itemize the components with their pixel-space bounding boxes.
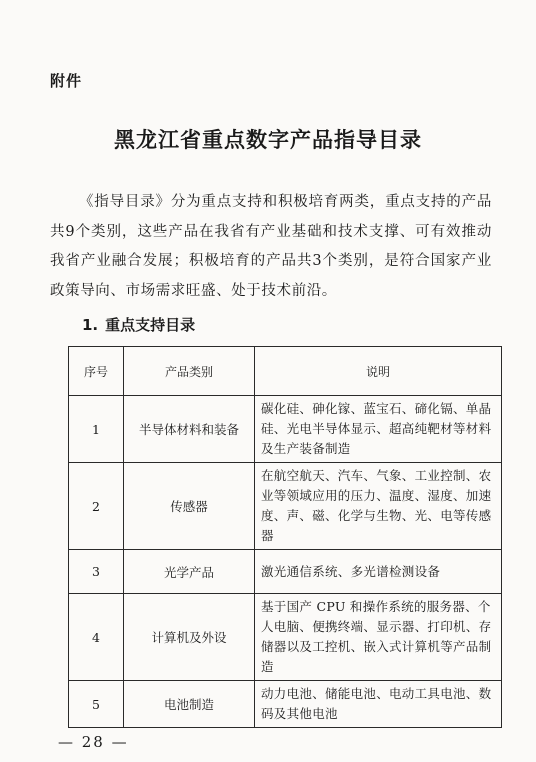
attachment-label: 附件 — [50, 72, 83, 90]
page-number: — 28 — — [58, 733, 129, 751]
section-heading — [82, 314, 195, 335]
row-description: 碳化硅、砷化镓、蓝宝石、碲化镉、单晶硅、光电半导体显示、超高纯靶材等材料及生产装备制造 — [255, 396, 502, 463]
row-no: 3 — [69, 550, 124, 594]
row-category: 光学产品 — [124, 550, 255, 594]
section-title: 重点支持目录 — [105, 316, 196, 334]
table-row — [69, 594, 502, 681]
header-description: 说明 — [255, 347, 502, 396]
row-category: 计算机及外设 — [124, 594, 255, 681]
row-description: 动力电池、储能电池、电动工具电池、数码及其他电池 — [255, 681, 502, 728]
row-description: 激光通信系统、多光谱检测设备 — [255, 550, 502, 594]
table-row — [69, 681, 502, 728]
row-no: 5 — [69, 681, 124, 728]
row-description: 在航空航天、汽车、气象、工业控制、农业等领域应用的压力、温度、湿度、加速度、声、磁、化学与生物、光、电等传感器 — [255, 463, 502, 550]
table-row — [69, 550, 502, 594]
header-no: 序号 — [69, 347, 124, 396]
header-category: 产品类别 — [124, 347, 255, 396]
table-row — [69, 463, 502, 550]
table-row — [69, 396, 502, 463]
table-header-row — [69, 347, 502, 396]
row-category: 电池制造 — [124, 681, 255, 728]
row-description: 基于国产 CPU 和操作系统的服务器、个人电脑、便携终端、显示器、打印机、存储器以及工控机、嵌入式计算机等产品制造 — [255, 594, 502, 681]
document-title: 黑龙江省重点数字产品指导目录 — [114, 128, 422, 152]
row-category: 半导体材料和装备 — [124, 396, 255, 463]
catalog-table — [68, 346, 502, 728]
row-no: 4 — [69, 594, 124, 681]
row-no: 2 — [69, 463, 124, 550]
section-number: 1. — [82, 316, 99, 334]
intro-paragraph: 《指导目录》分为重点支持和积极培育两类，重点支持的产品共9个类别，这些产品在我省有产业基础和技术支撑、可有效推动我省产业融合发展；积极培育的产品共3个类别，是符合国家产业政策导向、市场需求旺盛、处于技术前沿。 — [50, 194, 492, 299]
row-no: 1 — [69, 396, 124, 463]
row-category: 传感器 — [124, 463, 255, 550]
